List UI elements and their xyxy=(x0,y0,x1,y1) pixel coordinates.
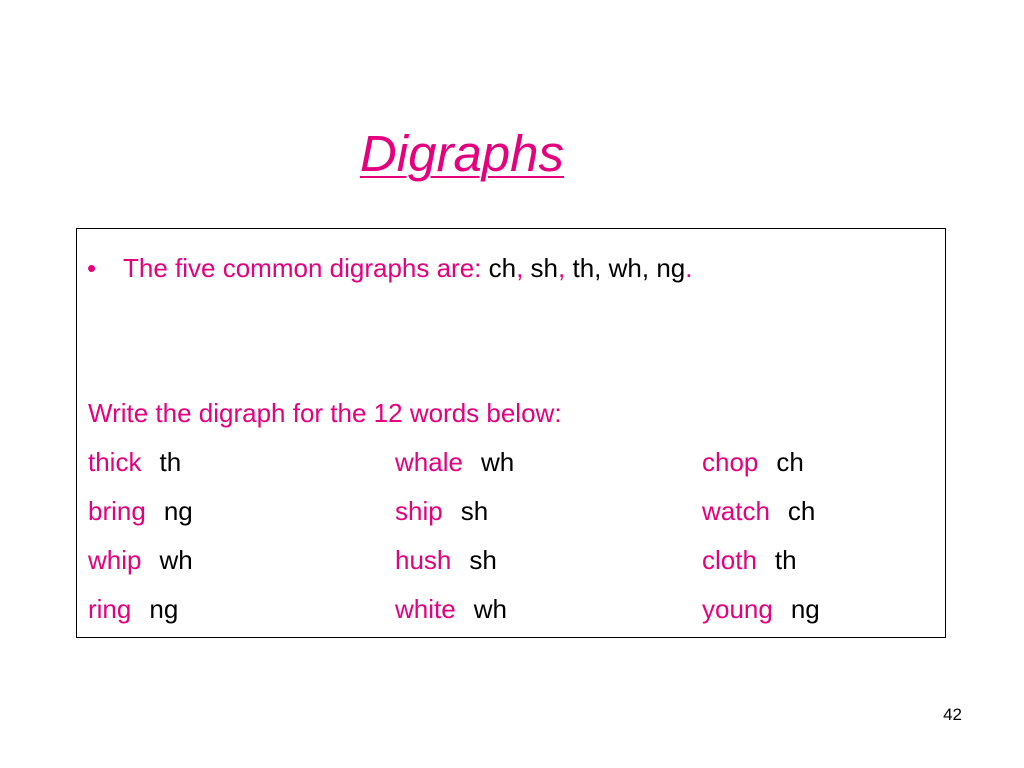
word-row xyxy=(88,540,928,589)
word: ship xyxy=(395,496,443,526)
digraph-ch: ch xyxy=(488,253,517,283)
digraph-wh: wh xyxy=(608,253,642,283)
digraph-answer: wh xyxy=(159,545,193,575)
digraph-answer: wh xyxy=(480,447,515,477)
word-entry xyxy=(88,540,193,580)
word: bring xyxy=(88,496,146,526)
digraph-ng: ng xyxy=(656,253,686,283)
word: white xyxy=(395,594,456,624)
digraph-separator: . xyxy=(685,253,693,283)
digraph-answer: sh xyxy=(460,496,489,526)
word-entry xyxy=(702,491,815,531)
word-entry xyxy=(702,589,820,629)
digraph-answer: th xyxy=(159,447,182,477)
word: chop xyxy=(702,447,759,477)
page-number: 42 xyxy=(943,705,962,724)
digraph-separator: , xyxy=(516,253,531,283)
word-entry xyxy=(88,442,181,482)
word-entry xyxy=(88,491,193,531)
digraph-sh: sh xyxy=(530,253,559,283)
word-entry xyxy=(702,442,804,482)
digraph-answer: ch xyxy=(776,447,804,477)
word-grid xyxy=(88,442,928,638)
digraph-answer: ng xyxy=(149,594,179,624)
word: hush xyxy=(395,545,452,575)
word: whale xyxy=(395,447,463,477)
digraph-separator: , xyxy=(641,253,657,283)
instruction-text: Write the digraph for the 12 words below: xyxy=(88,398,562,428)
digraph-answer: sh xyxy=(469,545,497,575)
word: cloth xyxy=(702,545,757,575)
digraph-answer: th xyxy=(774,545,797,575)
digraph-separator: , xyxy=(594,253,609,283)
bullet-point-icon: • xyxy=(87,253,97,283)
word: thick xyxy=(88,447,142,477)
word-entry xyxy=(395,589,507,629)
word-entry xyxy=(395,540,497,580)
content-box xyxy=(76,228,946,638)
digraph-answer: wh xyxy=(473,594,507,624)
digraph-separator: , xyxy=(558,253,573,283)
word: ring xyxy=(88,594,132,624)
digraph-answer: ng xyxy=(790,594,820,624)
bullet-intro-text: The five common digraphs are: xyxy=(123,253,482,283)
word-entry xyxy=(395,442,514,482)
word: young xyxy=(702,594,773,624)
word-row xyxy=(88,589,928,638)
digraph-answer: ng xyxy=(163,496,193,526)
digraph-answer: ch xyxy=(787,496,816,526)
word: watch xyxy=(702,496,770,526)
slide-title: Digraphs xyxy=(359,125,565,182)
word-entry xyxy=(702,540,797,580)
digraph-th: th xyxy=(572,253,595,283)
word-row xyxy=(88,442,928,491)
word-entry xyxy=(88,589,178,629)
bullet-item xyxy=(87,248,692,288)
word: whip xyxy=(88,545,142,575)
word-row xyxy=(88,491,928,540)
word-entry xyxy=(395,491,488,531)
